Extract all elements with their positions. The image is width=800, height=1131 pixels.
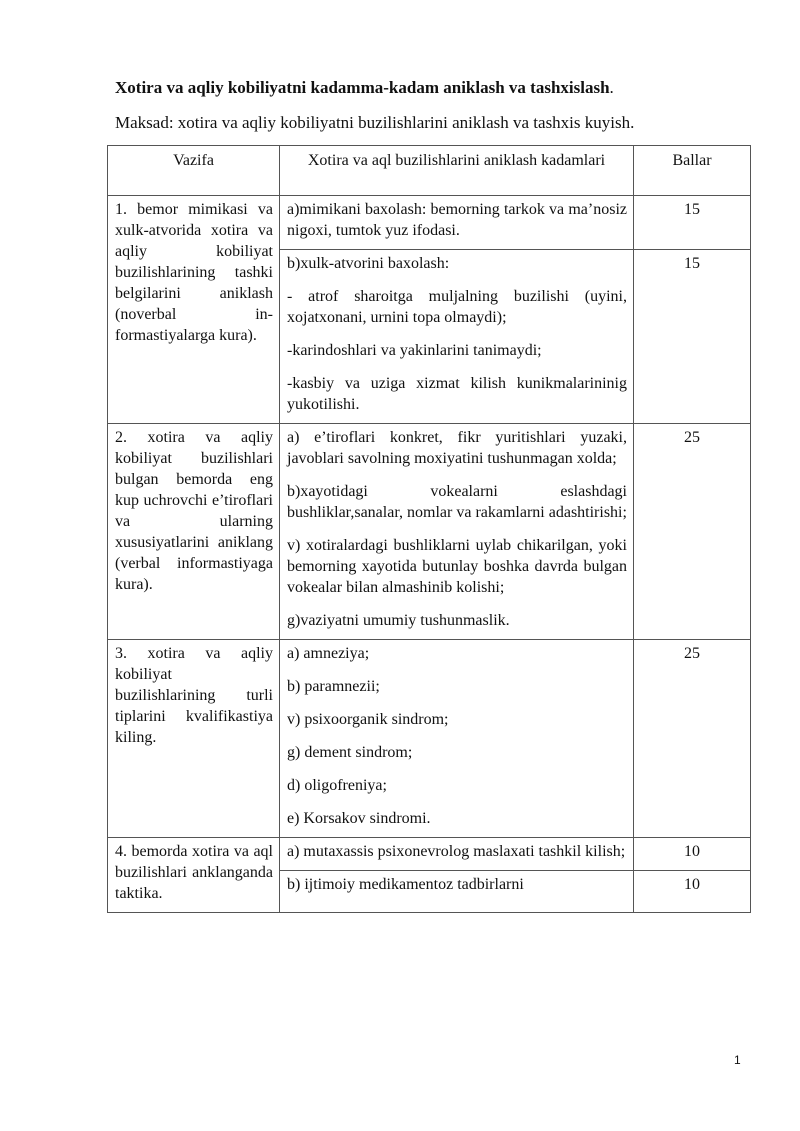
steps-cell [280, 424, 634, 640]
header-steps: Xotira va aql buzilishlarini aniklash kadamlari [280, 146, 634, 196]
step-item: a) mutaxassis psixonevrolog maslaxati tashkil kilish; [287, 843, 626, 860]
table-header-row [108, 146, 751, 196]
task-cell: 4. bemorda xotira va aql buzilishlari anklanganda taktika. [108, 838, 280, 913]
step-item: -kasbiy va uziga xizmat kilish kunikmalarininig yukotilishi. [287, 375, 627, 413]
step-item: v) psixoorganik sindrom; [287, 711, 449, 728]
page-number: 1 [734, 1053, 741, 1067]
steps-cell [280, 640, 634, 838]
step-item: g) dement sindrom; [287, 744, 413, 761]
header-score: Ballar [634, 146, 751, 196]
step-item: a)mimikani baxolash: bemorning tarkok va ma’nosiz nigoxi, tumtok yuz ifodasi. [287, 201, 627, 239]
task-cell: 2. xotira va aqliy kobiliyat buzilishlari bulgan bemorda eng kup uchrovchi e’tiroflari va ularning xususiyatlarini aniklang (verbal informastiyaga kura). [108, 424, 280, 640]
table-row [108, 838, 751, 871]
score-cell: 10 [634, 871, 751, 913]
steps-cell [280, 838, 634, 871]
score-cell: 25 [634, 424, 751, 640]
step-item: - atrof sharoitga muljalning buzilishi (uyini, xojatxonani, urnini topa olmaydi); [287, 288, 627, 326]
header-task: Vazifa [108, 146, 280, 196]
step-item: b)xayotidagi vokealarni eslashdagi bushliklar,sanalar, nomlar va rakamlarni adashtirishi; [287, 483, 627, 521]
steps-cell [280, 871, 634, 913]
score-cell: 10 [634, 838, 751, 871]
step-item: v) xotiralardagi bushliklarni uylab chikarilgan, yoki bemorning xayotida butunlay boshka davrda bulgan vokealar bilan almashinib kolishi; [287, 537, 627, 596]
step-item: a) amneziya; [287, 645, 370, 662]
score-cell: 15 [634, 196, 751, 250]
score-cell: 25 [634, 640, 751, 838]
assessment-table [107, 145, 751, 913]
table-row [108, 640, 751, 838]
steps-cell [280, 250, 634, 424]
steps-cell [280, 196, 634, 250]
title-period: . [609, 78, 614, 97]
step-item: -karindoshlari va yakinlarini tanimaydi; [287, 342, 542, 359]
document-subtitle: Maksad: xotira va aqliy kobiliyatni buzilishlarini aniklash va tashxis kuyish. [115, 113, 635, 132]
step-item: b)xulk-atvorini baxolash: [287, 255, 450, 272]
task-cell: 3. xotira va aqliy kobiliyat buzilishlarining turli tiplarini kvalifikastiya kiling. [108, 640, 280, 838]
score-cell: 15 [634, 250, 751, 424]
document-title [115, 78, 614, 98]
title-text: Xotira va aqliy kobiliyatni kadamma-kadam aniklash va tashxislash [115, 78, 610, 97]
task-cell: 1. bemor mimikasi va xulk-atvorida xotira va aqliy kobiliyat buzilishlarining tashki belgilarini aniklash (noverbal in-formastiyalarga kura). [108, 196, 280, 424]
step-item: d) oligofreniya; [287, 777, 387, 794]
step-item: a) e’tiroflari konkret, fikr yuritishlari yuzaki, javoblari savolning moxiyatini tushunmagan xolda; [287, 429, 627, 467]
step-item: b) ijtimoiy medikamentoz tadbirlarni [287, 876, 524, 893]
table-row [108, 424, 751, 640]
step-item: b) paramnezii; [287, 678, 380, 695]
table-row [108, 196, 751, 250]
step-item: e) Korsakov sindromi. [287, 810, 431, 827]
step-item: g)vaziyatni umumiy tushunmaslik. [287, 612, 510, 629]
